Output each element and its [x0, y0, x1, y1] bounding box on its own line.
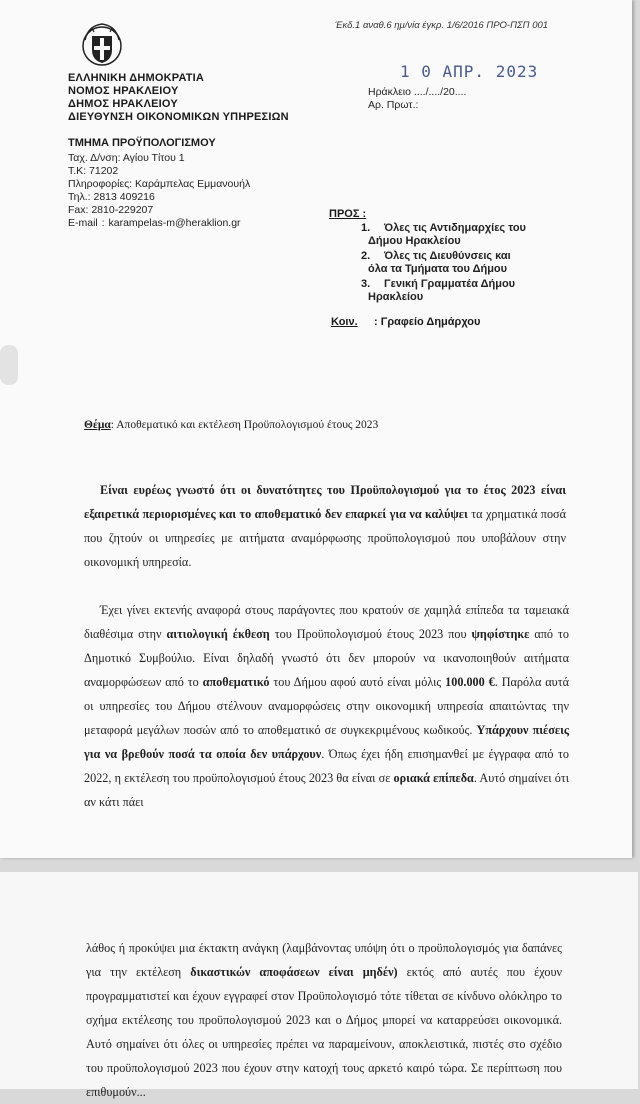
contact-phone: Τηλ.: 2813 409216	[68, 191, 155, 203]
bold-text: οριακά επίπεδα	[393, 771, 474, 785]
recipient-number: 2.	[361, 250, 371, 262]
paragraph-1-text: τα χρηματικά ποσά που ζητούν οι υπηρεσίες με αιτήματα αναμόρφωσης προϋπολογισμού που υποβάλουν στην οικονομική υπηρεσία.	[84, 507, 566, 569]
contact-info: Πληροφορίες: Καράμπελας Εμμανουήλ	[68, 178, 251, 190]
text: . Αυτό σημαίνει ότι αν κάτι πάει	[84, 771, 570, 809]
bold-text: Υπάρχουν πιέσεις για να βρεθούν ποσά τα οποία δεν υπάρχουν	[84, 723, 569, 761]
recipient-number: 3.	[361, 278, 371, 290]
contact-fax: Fax: 2810-229207	[68, 204, 154, 216]
protocol-number: Αρ. Πρωτ.:	[368, 99, 419, 111]
coat-of-arms-icon	[82, 22, 122, 66]
recipient-number: 1.	[361, 222, 371, 234]
recipient-line: Δήμου Ηρακλείου	[368, 235, 461, 247]
text: εκτός από αυτές που έχουν προγραμματιστεί και έχουν εγγραφεί στον Προϋπολογισμό τότε τίθεται σε κίνδυνο ολόκληρο το σχήμα εκτέλεσης του προϋπολογισμού 2023 και ο Δήμος μπορεί να καταρρεύσει οικονομικά. Αυτό σημαίνει ότι όλες οι υπηρεσίες πρέπει να παραμείνουν, αποκλειστικά, πιστές στο σχέδιο του προϋπολογισμού 2023 που έχουν στην κατοχή τους αρκετό καιρό τώρα. Σε περίπτωση που επιθυμούν...	[86, 965, 562, 1099]
header-line-prefecture: ΝΟΜΟΣ ΗΡΑΚΛΕΙΟΥ	[68, 85, 179, 97]
recipient-line: Γενική Γραμματέα Δήμου	[384, 278, 516, 290]
bold-text: ψηφίστηκε	[471, 627, 530, 641]
text: . Όπως έχει ήδη επισημανθεί με έγγραφα από το 2022, η εκτέλεση του προϋπολογισμού έτους 2023 θα είναι σε	[84, 747, 569, 785]
form-reference: Έκδ.1 αναθ.6 ημ/νία έγκρ. 1/6/2016 ΠΡΟ-ΠΣΠ 001	[335, 20, 549, 31]
text: . Παρόλα αυτά οι υπηρεσίες του Δήμου στέλνουν αναμορφώσεις στην οικονομική υπηρεσία απαιτώντας την μεταφορά μεγάλων ποσών από το αποθεματικό σε συγκεκριμένους κωδικούς.	[84, 675, 569, 737]
cc-value: : Γραφείο Δημάρχου	[374, 316, 481, 328]
subject-line	[84, 419, 378, 431]
text: λάθος ή προκύψει μια έκτακτη ανάγκη (λαμβάνοντας υπόψη ότι ο προϋπολογισμός για δαπάνες για την εκτέλεση	[86, 941, 562, 979]
date-stamp: 1 0 ΑΠΡ. 2023	[400, 62, 539, 81]
text: Έχει γίνει εκτενής αναφορά στους παράγοντες που κρατούν σε χαμηλά επίπεδα τα ταμειακά διαθέσιμα στην	[84, 603, 569, 641]
recipients-label: ΠΡΟΣ :	[329, 208, 367, 220]
paragraph-1-bold: Είναι ευρέως γνωστό ότι οι δυνατότητες του Προϋπολογισμού για το έτος 2023 είναι εξαιρετικά περιορισμένες και το αποθεματικό δεν επαρκεί για να καλύψει	[84, 483, 566, 521]
recipient-line: Ηρακλείου	[368, 291, 424, 303]
recipient-line: Όλες τις Διευθύνσεις και	[384, 250, 511, 262]
bold-text: αποθεματικό	[202, 675, 270, 689]
text: του Προϋπολογισμού έτους 2023 που	[269, 627, 472, 641]
paragraph-2	[84, 598, 569, 814]
recipient-line: όλα τα Τμήματα του Δήμου	[368, 263, 508, 275]
header-line-republic: ΕΛΛΗΝΙΚΗ ΔΗΜΟΚΡΑΤΙΑ	[68, 72, 205, 84]
text: από το Δημοτικό Συμβούλιο. Είναι δηλαδή γνωστό ότι δεν μπορούν να ικανοποιηθούν αιτήματα αναμορφώσεων από το	[84, 627, 570, 689]
contact-postal: Τ.Κ: 71202	[68, 165, 119, 177]
contact-email: E-mail : karampelas-m@heraklion.gr	[68, 217, 241, 229]
subject-label: Θέμα	[84, 419, 111, 431]
paragraph-1	[84, 478, 566, 574]
bold-text: αιτιολογική έκθεση	[166, 627, 270, 641]
bold-text: δικαστικών αποφάσεων είναι μηδέν)	[190, 965, 398, 979]
department-title: ΤΜΗΜΑ ΠΡΟΫΠΟΛΟΓΙΣΜΟΥ	[68, 137, 216, 149]
scan-smudge	[0, 345, 18, 385]
contact-address: Ταχ. Δ/νση: Αγίου Τίτου 1	[68, 152, 185, 164]
text: του Δήμου αφού αυτό είναι μόλις	[269, 675, 446, 689]
recipient-line: Όλες τις Αντιδημαρχίες του	[384, 222, 526, 234]
place-date: Ηράκλειο ..../..../20....	[368, 86, 467, 98]
header-line-municipality: ΔΗΜΟΣ ΗΡΑΚΛΕΙΟΥ	[68, 98, 178, 110]
bold-text: 100.000 €	[445, 675, 495, 689]
header-line-directorate: ΔΙΕΥΘΥΝΣΗ ΟΙΚΟΝΟΜΙΚΩΝ ΥΠΗΡΕΣΙΩΝ	[68, 111, 289, 123]
cc-label: Κοιν.	[331, 316, 358, 328]
paragraph-3	[86, 936, 562, 1099]
subject-text: : Αποθεματικό και εκτέλεση Προϋπολογισμού έτους 2023	[110, 419, 379, 431]
